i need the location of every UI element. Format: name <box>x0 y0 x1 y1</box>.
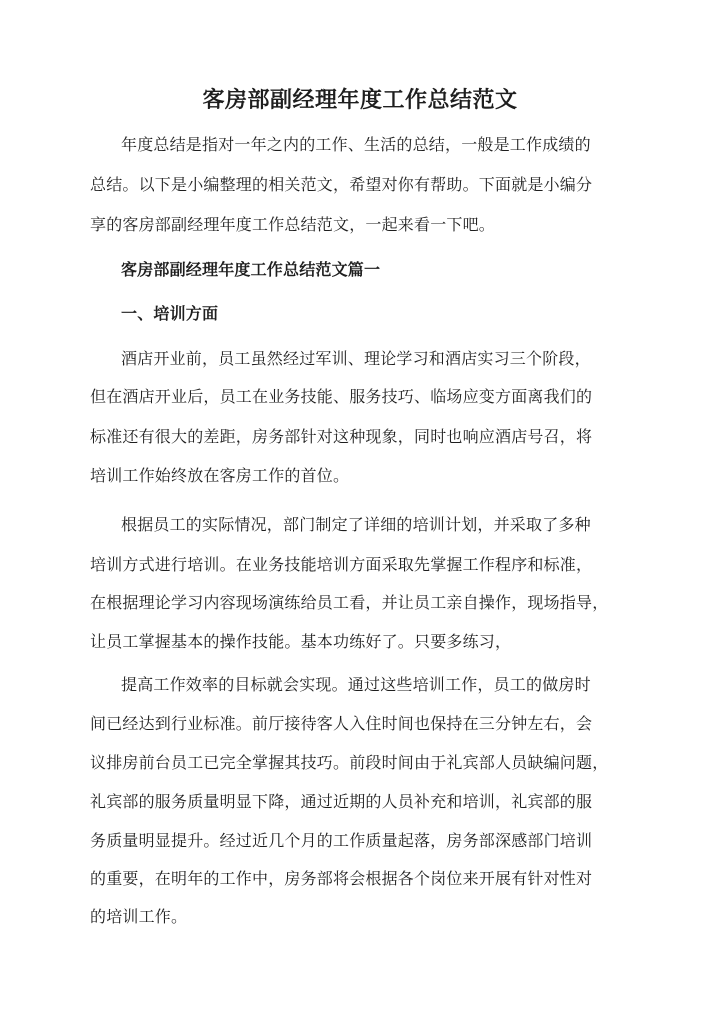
paragraph-line: 提高工作效率的目标就会实现。通过这些培训工作，员工的做房时 <box>121 675 591 694</box>
intro-line: 享的客房部副经理年度工作总结范文，一起来看一下吧。 <box>90 215 496 234</box>
intro-line: 年度总结是指对一年之内的工作、生活的总结，一般是工作成绩的 <box>121 135 591 154</box>
paragraph-line: 让员工掌握基本的操作技能。基本功练好了。只要多练习， <box>90 632 512 651</box>
paragraph-line: 议排房前台员工已完全掌握其技巧。前段时间由于礼宾部人员缺编问题， <box>90 753 609 772</box>
paragraph-line: 根据员工的实际情况，部门制定了详细的培训计划，并采取了多种 <box>121 515 591 534</box>
paragraph-line: 在根据理论学习内容现场演练给员工看，并让员工亲自操作，现场指导， <box>90 593 609 612</box>
paragraph-line: 标准还有很大的差距，房务部针对这种现象，同时也响应酒店号召，将 <box>90 427 593 446</box>
section-heading: 客房部副经理年度工作总结范文篇一 <box>121 260 381 279</box>
paragraph-line: 的培训工作。 <box>90 907 188 926</box>
paragraph-line: 礼宾部的服务质量明显下降，通过近期的人员补充和培训，礼宾部的服 <box>90 792 593 811</box>
paragraph-line: 间已经达到行业标准。前厅接待客人入住时间也保持在三分钟左右，会 <box>90 714 593 733</box>
paragraph-line: 的重要，在明年的工作中，房务部将会根据各个岗位来开展有针对性对 <box>90 869 593 888</box>
subsection-heading: 一、培训方面 <box>121 304 219 323</box>
paragraph-line: 酒店开业前，员工虽然经过军训、理论学习和酒店实习三个阶段， <box>121 349 591 368</box>
paragraph-line: 培训工作始终放在客房工作的首位。 <box>90 466 350 485</box>
document-title: 客房部副经理年度工作总结范文 <box>202 88 518 113</box>
paragraph-line: 但在酒店开业后，员工在业务技能、服务技巧、临场应变方面离我们的 <box>90 387 593 406</box>
paragraph-line: 务质量明显提升。经过近几个月的工作质量起落，房务部深感部门培训 <box>90 831 593 850</box>
intro-line: 总结。以下是小编整理的相关范文，希望对你有帮助。下面就是小编分 <box>90 175 593 194</box>
paragraph-line: 培训方式进行培训。在业务技能培训方面采取先掌握工作程序和标准， <box>90 555 593 574</box>
